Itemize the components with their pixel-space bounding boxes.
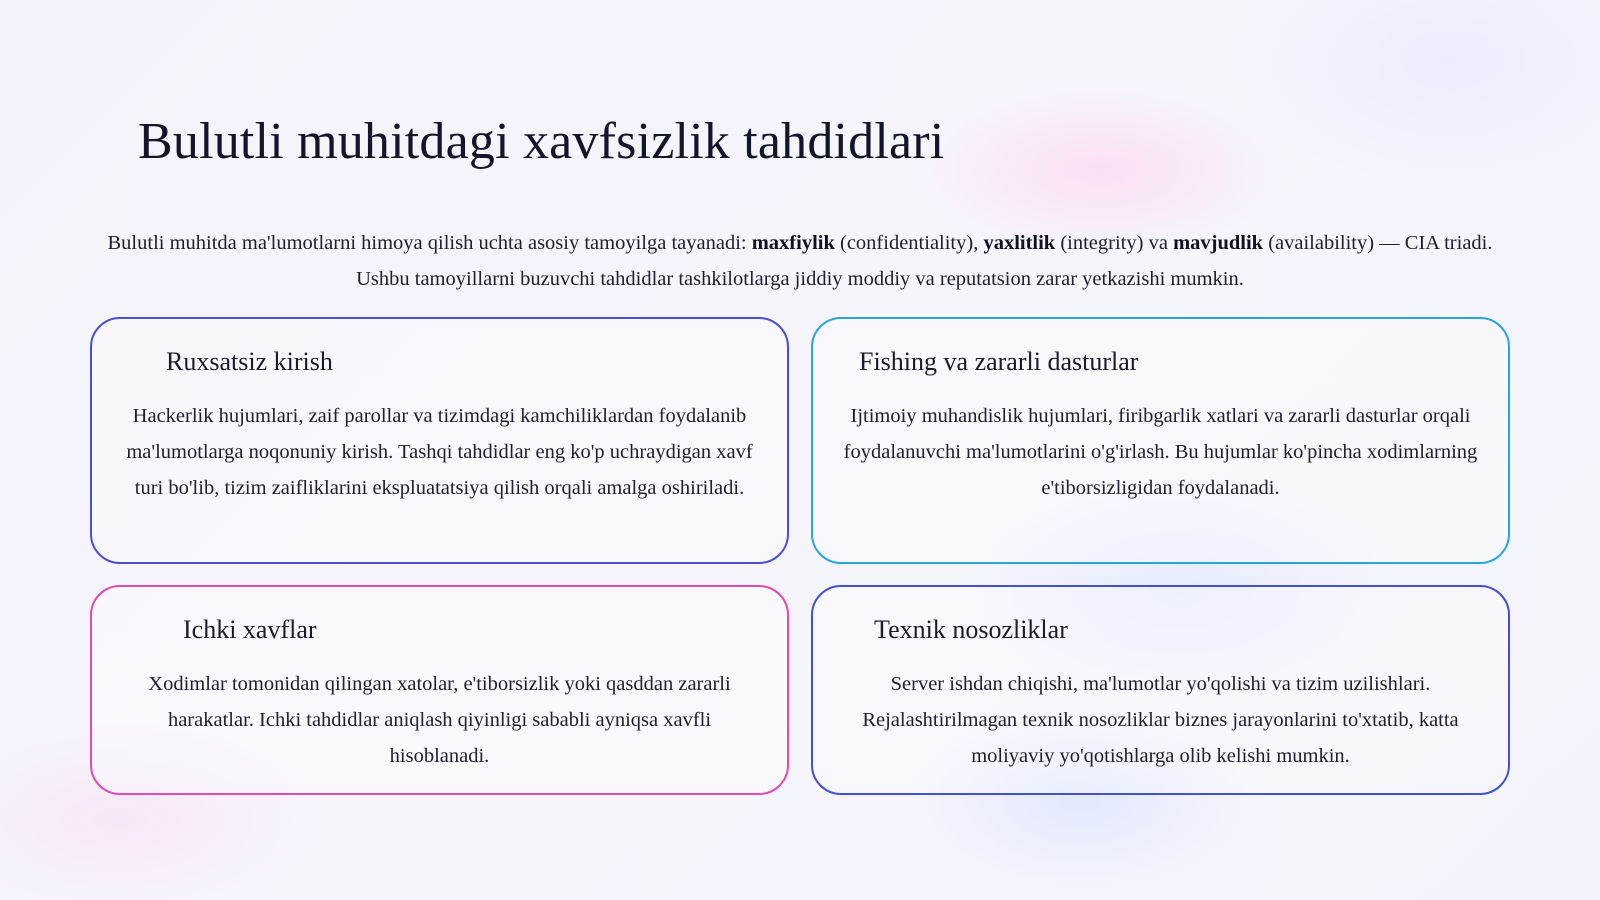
intro-term-confidentiality: maxfiylik (751, 232, 835, 254)
threat-card-unauthorized-access (90, 317, 789, 564)
intro-text-1: Bulutli muhitda ma'lumotlarni himoya qilish uchta asosiy tamoyilga tayanadi: (107, 232, 752, 254)
slide-title: Bulutli muhitdagi xavfsizlik tahdidlari (138, 113, 945, 170)
intro-text-3: (integrity) va (1055, 232, 1174, 254)
threat-card-insider-threats (90, 585, 789, 795)
card-text: Hackerlik hujumlari, zaif parollar va tizimdagi kamchiliklardan foydalanib ma'lumotlarga noqonuniy kirish. Tashqi tahdidlar eng ko'p uchraydigan xavf turi bo'lib, tizim zaifliklarini ekspluatatsiya qilish orqali amalga oshiriladi. (126, 405, 753, 499)
card-title: Ruxsatsiz kirish (166, 347, 333, 376)
card-title: Fishing va zararli dasturlar (859, 347, 1139, 376)
intro-paragraph (90, 225, 1510, 297)
intro-text-4: (availability) — CIA triadi. Ushbu tamoyillarni buzuvchi tahdidlar tashkilotlarga jiddiy moddiy va reputatsion zarar yetkazishi mumkin. (356, 232, 1493, 290)
threat-card-technical-failures (811, 585, 1510, 795)
card-text: Server ishdan chiqishi, ma'lumotlar yo'qolishi va tizim uzilishlari. Rejalashtirilmagan texnik nosozliklar biznes jarayonlarini to'xtatib, katta moliyaviy yo'qotishlarga olib kelishi mumkin. (862, 673, 1459, 767)
card-text: Xodimlar tomonidan qilingan xatolar, e'tiborsizlik yoki qasddan zararli harakatlar. Ichki tahdidlar aniqlash qiyinligi sababli ayniqsa xavfli hisoblanadi. (148, 673, 731, 767)
card-title: Texnik nosozliklar (874, 615, 1068, 644)
card-title: Ichki xavflar (183, 615, 317, 644)
intro-term-availability: mavjudlik (1173, 232, 1264, 254)
card-text: Ijtimoiy muhandislik hujumlari, firibgarlik xatlari va zararli dasturlar orqali foydalanuvchi ma'lumotlarini o'g'irlash. Bu hujumlar ko'pincha xodimlarning e'tiborsizligidan foydalanadi. (843, 405, 1478, 499)
intro-text-2: (confidentiality), (834, 232, 984, 254)
intro-term-integrity: yaxlitlik (983, 232, 1056, 254)
threat-card-phishing-malware (811, 317, 1510, 564)
